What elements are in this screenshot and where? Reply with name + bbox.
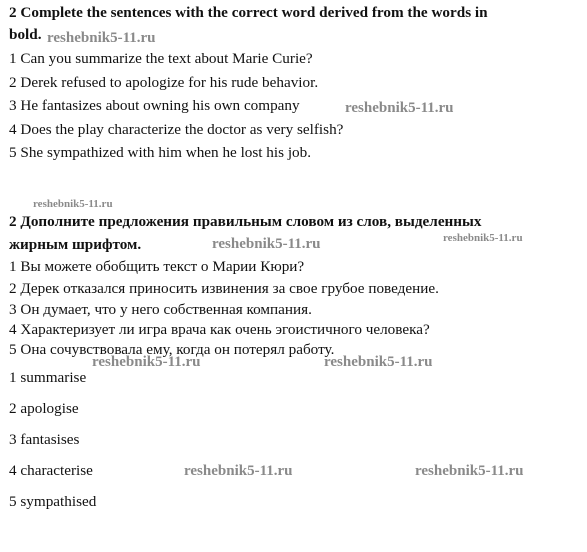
answer-5: 5 sympathised xyxy=(9,493,97,510)
russian-sentence-2: 2 Дерек отказался приносить извинения за свое грубое поведение. xyxy=(9,280,439,297)
answer-1: 1 summarise xyxy=(9,369,87,386)
russian-sentence-1: 1 Вы можете обобщить текст о Марии Кюри? xyxy=(9,258,305,275)
english-sentence-5: 5 She sympathized with him when he lost his job. xyxy=(9,144,312,161)
watermark: reshebnik5-11.ru xyxy=(415,463,524,479)
watermark: reshebnik5-11.ru xyxy=(184,463,293,479)
russian-heading-line1: 2 Дополните предложения правильным словом из слов, выделенных xyxy=(9,213,482,230)
watermark: reshebnik5-11.ru xyxy=(92,354,201,370)
answer-2: 2 apologise xyxy=(9,400,79,417)
english-sentence-1: 1 Can you summarize the text about Marie Curie? xyxy=(9,50,313,67)
russian-sentence-3: 3 Он думает, что у него собственная компания. xyxy=(9,301,312,318)
answer-3: 3 fantasises xyxy=(9,431,80,448)
answer-4: 4 characterise xyxy=(9,462,93,479)
watermark: reshebnik5-11.ru xyxy=(47,30,156,46)
english-heading-line1: 2 Complete the sentences with the correct word derived from the words in xyxy=(9,4,488,21)
watermark: reshebnik5-11.ru xyxy=(212,236,321,252)
russian-sentence-5: 5 Она сочувствовала ему, когда он потерял работу. xyxy=(9,341,335,358)
watermark: reshebnik5-11.ru xyxy=(324,354,433,370)
english-sentence-3: 3 He fantasizes about owning his own company xyxy=(9,97,300,114)
watermark: reshebnik5-11.ru xyxy=(443,232,523,244)
watermark: reshebnik5-11.ru xyxy=(33,198,113,210)
english-heading-line2: bold. xyxy=(9,26,42,43)
english-sentence-2: 2 Derek refused to apologize for his rude behavior. xyxy=(9,74,319,91)
english-sentence-4: 4 Does the play characterize the doctor as very selfish? xyxy=(9,121,344,138)
russian-heading-line2: жирным шрифтом. xyxy=(9,236,142,253)
russian-sentence-4: 4 Характеризует ли игра врача как очень эгоистичного человека? xyxy=(9,321,430,338)
watermark: reshebnik5-11.ru xyxy=(345,100,454,116)
